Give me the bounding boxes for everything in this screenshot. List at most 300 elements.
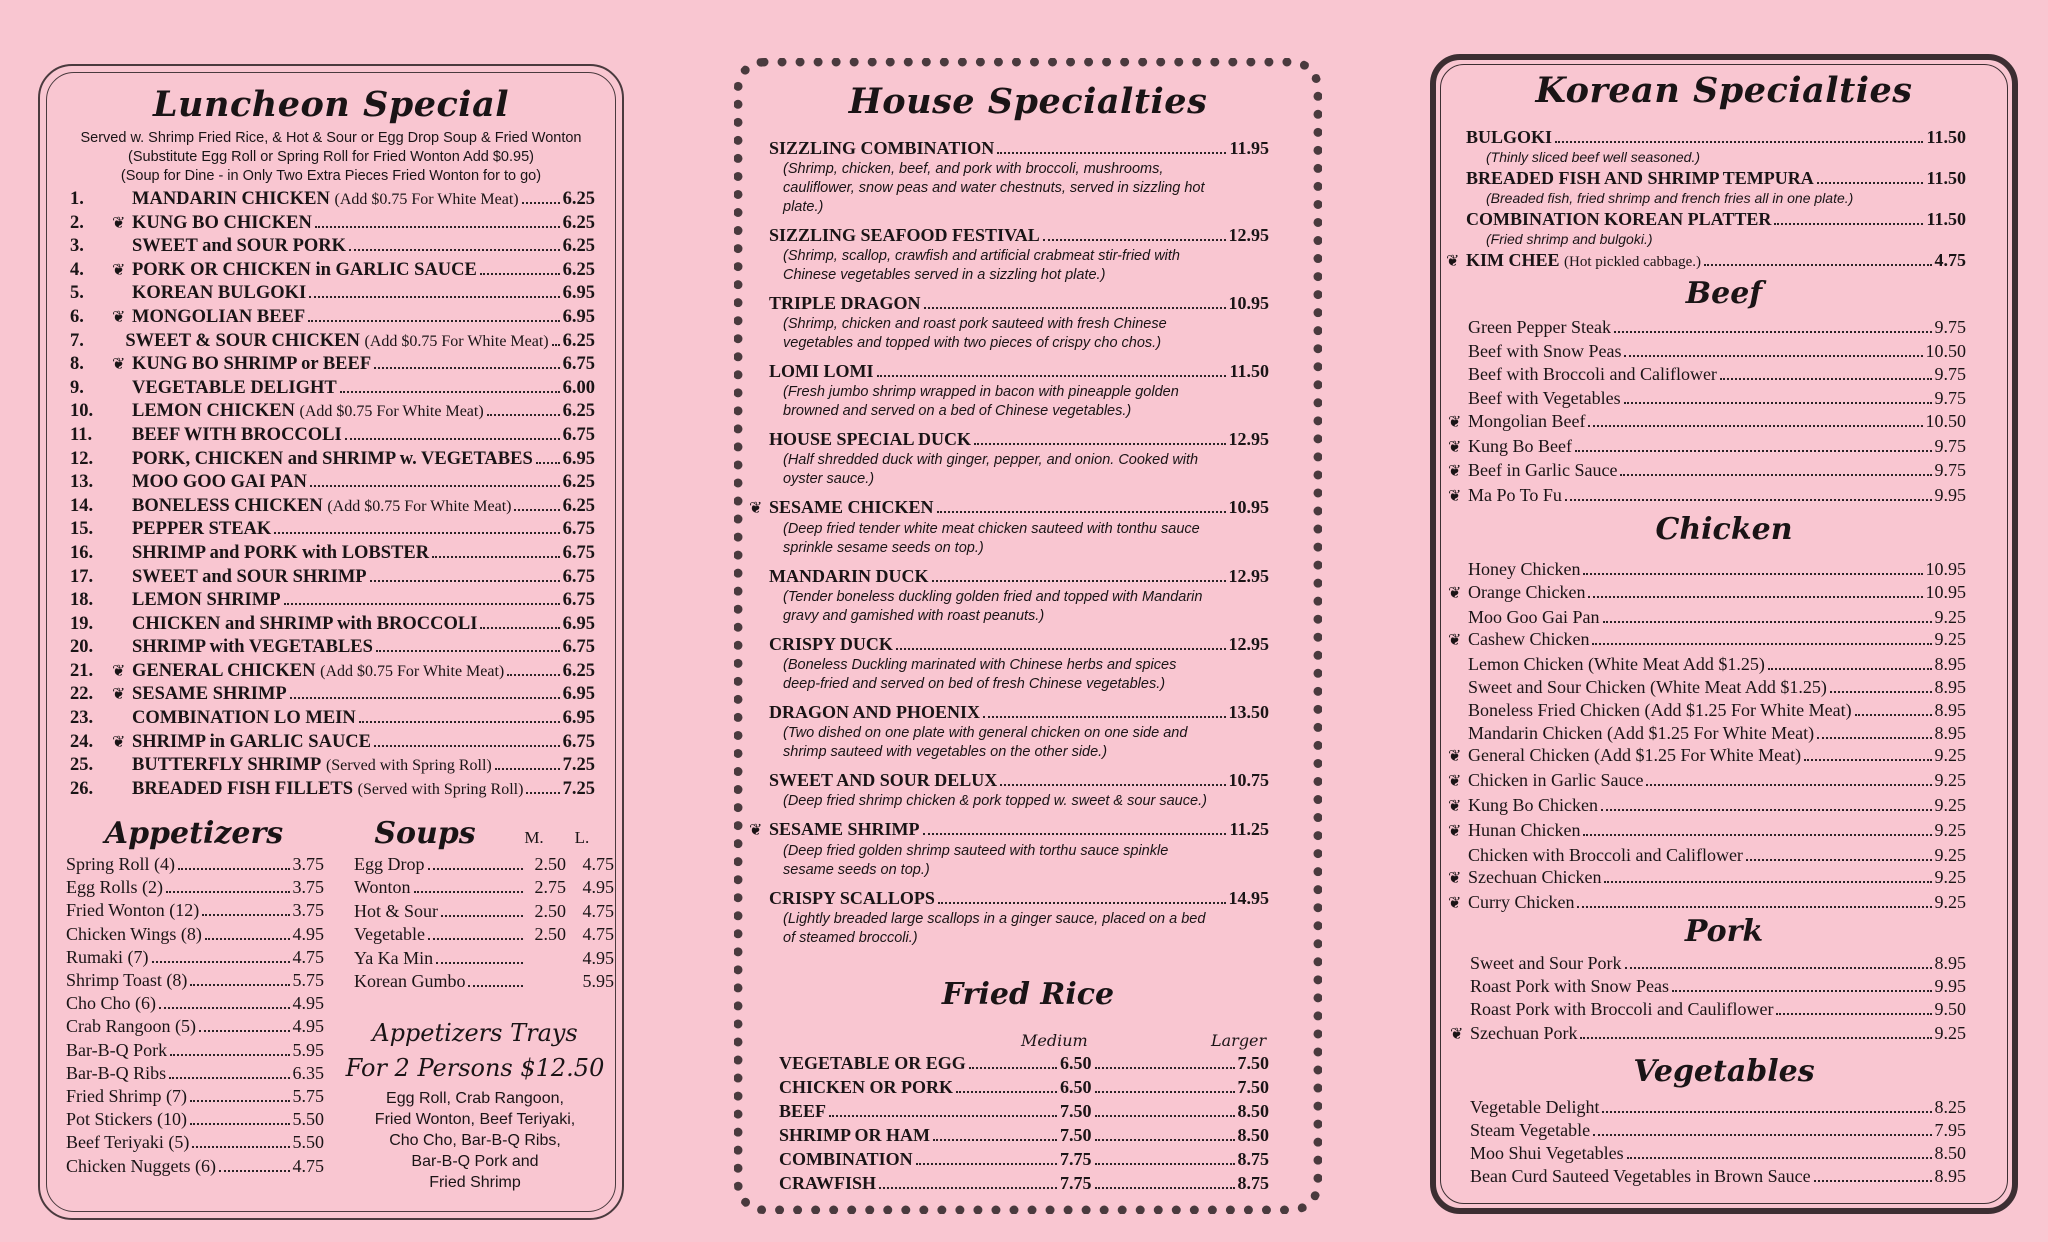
- item-description: (Boneless Duckling marinated with Chinese herbs and spices deep-fried and served on bed of fresh Chinese vegetables.): [783, 657, 1177, 692]
- leader-dots: [178, 868, 289, 870]
- leader-dots: [190, 984, 289, 986]
- leader-dots: [1095, 1067, 1235, 1069]
- item-price: 4.75: [292, 1155, 324, 1176]
- item-name: Shrimp Toast (8): [66, 970, 188, 991]
- luncheon-item: [70, 448, 595, 472]
- item-number: 11.: [70, 424, 93, 445]
- item-number: 13.: [70, 472, 94, 493]
- item-name: Beef with Broccoli and Califlower: [1468, 364, 1717, 384]
- house-item: [749, 818, 1269, 880]
- leader-dots: [514, 509, 559, 511]
- leader-dots: [1814, 1180, 1932, 1182]
- fried-rice-item: [779, 1099, 1269, 1123]
- house-item: [749, 496, 1269, 558]
- leader-dots: [480, 273, 560, 275]
- item-name: SWEET AND SOUR DELUX: [769, 770, 998, 790]
- beef-item: [1448, 316, 1966, 340]
- item-name: Boneless Fried Chicken (Add $1.25 For White Meat): [1468, 699, 1852, 720]
- item-price-larger: 7.50: [1237, 1053, 1269, 1073]
- luncheon-item: [70, 589, 595, 613]
- item-price: 3.75: [292, 900, 324, 921]
- leader-dots: [536, 462, 560, 464]
- item-name: MANDARIN CHICKEN: [132, 189, 330, 209]
- item-name: BUTTERFLY SHRIMP: [132, 755, 322, 776]
- leader-dots: [169, 1077, 289, 1079]
- leader-dots: [290, 697, 560, 699]
- leader-dots: [284, 603, 560, 605]
- leader-dots: [522, 202, 560, 204]
- fried-rice-col-larger: Larger: [1211, 1031, 1267, 1050]
- soup-item: [354, 923, 614, 946]
- luncheon-item: [70, 636, 595, 660]
- item-name: General Chicken (Add $1.25 For White Meat): [1468, 745, 1802, 766]
- luncheon-item: [70, 495, 595, 519]
- house-panel: [734, 58, 1322, 1214]
- item-price: 6.75: [562, 424, 595, 445]
- item-price: 10.50: [1925, 340, 1966, 361]
- item-price: 8.95: [1934, 722, 1966, 743]
- vegetable-item: [1450, 1165, 1966, 1188]
- appetizer-item: [66, 1155, 324, 1178]
- item-name: Green Pepper Steak: [1468, 317, 1611, 337]
- soups-list: [340, 853, 614, 993]
- item-price: 9.95: [1934, 484, 1966, 505]
- item-name: BREADED FISH AND SHRIMP TEMPURA: [1466, 168, 1814, 188]
- appetizer-item: [66, 1039, 324, 1062]
- leader-dots: [829, 1115, 1057, 1117]
- leader-dots: [170, 1054, 289, 1056]
- item-price-medium: 7.75: [1060, 1173, 1092, 1193]
- vegetables-list: [1450, 1096, 1966, 1188]
- pork-item: [1450, 1022, 1966, 1046]
- item-name: CHICKEN OR PORK: [779, 1077, 954, 1097]
- item-price: 6.25: [562, 660, 595, 681]
- trays-section: [340, 1016, 610, 1193]
- leader-dots: [428, 868, 524, 870]
- leader-dots: [1817, 182, 1924, 184]
- leader-dots: [933, 1139, 1057, 1141]
- luncheon-item: [70, 471, 595, 495]
- item-name: Mongolian Beef: [1468, 411, 1586, 431]
- item-number: 1.: [70, 189, 84, 209]
- leader-dots: [374, 367, 559, 369]
- item-description: (Fried shrimp and bulgoki.): [1486, 231, 1653, 247]
- item-name: Ya Ka Min: [354, 947, 434, 968]
- pork-list: [1450, 952, 1966, 1046]
- item-name: Moo Shui Vegetables: [1470, 1143, 1624, 1163]
- item-name: Szechuan Pork: [1470, 1022, 1578, 1043]
- leader-dots: [1593, 1134, 1931, 1136]
- luncheon-note-1: Served w. Shrimp Fried Rice, & Hot & Sour or Egg Drop Soup & Fried Wonton: [80, 130, 582, 146]
- item-number: 22.: [70, 684, 94, 705]
- spicy-marker-icon: ❦: [112, 733, 126, 751]
- item-name: PEPPER STEAK: [132, 519, 272, 540]
- leader-dots: [414, 891, 523, 893]
- soup-item: [354, 970, 614, 993]
- item-price: 6.95: [562, 684, 595, 705]
- leader-dots: [997, 152, 1226, 154]
- leader-dots: [1804, 759, 1931, 761]
- leader-dots: [1095, 1091, 1235, 1093]
- item-name: SIZZLING COMBINATION: [769, 138, 995, 158]
- pork-item: [1450, 998, 1966, 1021]
- item-price: 5.50: [292, 1109, 324, 1130]
- item-price: 6.95: [562, 448, 595, 469]
- item-price: 6.75: [562, 354, 595, 375]
- leader-dots: [1604, 881, 1931, 883]
- item-description: (Thinly sliced beef well seasoned.): [1486, 149, 1700, 165]
- item-number: 3.: [70, 236, 84, 257]
- house-item: [749, 137, 1269, 217]
- item-price: 6.25: [562, 236, 595, 257]
- item-number: 20.: [70, 637, 94, 658]
- chicken-item: [1448, 769, 1966, 794]
- leader-dots: [274, 532, 559, 534]
- chicken-item: [1448, 606, 1966, 629]
- item-name: SHRIMP and PORK with LOBSTER: [132, 542, 430, 563]
- item-note: (Add $0.75 For White Meat): [364, 332, 549, 350]
- item-name: Chicken with Broccoli and Califlower: [1468, 844, 1743, 865]
- trays-subtitle: For 2 Persons $12.50: [345, 1054, 605, 1082]
- leader-dots: [315, 226, 560, 228]
- item-name: Beef with Snow Peas: [1468, 340, 1622, 361]
- item-name: Fried Shrimp (7): [66, 1086, 187, 1107]
- luncheon-item: [70, 754, 595, 778]
- item-price: 12.95: [1228, 634, 1269, 654]
- leader-dots: [1624, 355, 1922, 357]
- korean-item: [1446, 208, 1966, 249]
- house-item: [749, 292, 1269, 353]
- item-price-larger: 8.75: [1237, 1173, 1269, 1193]
- item-price: 4.95: [292, 923, 324, 944]
- item-name: BULGOKI: [1466, 127, 1553, 147]
- item-number: 26.: [70, 778, 94, 799]
- soups-section: [340, 816, 614, 993]
- spicy-marker-icon: ❦: [112, 686, 126, 704]
- item-name: Sweet and Sour Chicken (White Meat Add $1.25): [1468, 676, 1827, 697]
- item-price: 10.95: [1925, 559, 1966, 579]
- leader-dots: [1095, 1163, 1235, 1165]
- item-price: 6.25: [562, 472, 595, 493]
- spicy-marker-icon: ❦: [112, 214, 126, 232]
- leader-dots: [495, 768, 560, 770]
- appetizer-item: [66, 992, 324, 1015]
- item-number: 14.: [70, 495, 94, 516]
- leader-dots: [1602, 1111, 1931, 1113]
- item-price: 6.75: [562, 637, 595, 658]
- appetizer-item: [66, 969, 324, 992]
- leader-dots: [487, 414, 560, 416]
- leader-dots: [436, 962, 523, 964]
- item-note: (Add $0.75 For White Meat): [320, 662, 505, 680]
- leader-dots: [1592, 643, 1931, 645]
- item-name: SHRIMP OR HAM: [779, 1125, 930, 1145]
- leader-dots: [345, 438, 560, 440]
- leader-dots: [1095, 1115, 1235, 1117]
- item-name: HOUSE SPECIAL DUCK: [769, 429, 972, 449]
- item-name: Cashew Chicken: [1468, 629, 1590, 650]
- luncheon-item: [70, 731, 595, 755]
- item-name: SHRIMP with VEGETABLES: [132, 637, 373, 658]
- item-price: 5.50: [292, 1132, 324, 1153]
- spicy-marker-icon: ❦: [1448, 584, 1462, 602]
- item-price-large: 5.95: [582, 971, 614, 992]
- leader-dots: [937, 511, 1226, 513]
- item-name: Rumaki (7): [66, 946, 149, 967]
- leader-dots: [159, 1007, 290, 1009]
- item-price: 8.50: [1934, 1143, 1966, 1163]
- leader-dots: [428, 938, 523, 940]
- item-name: Hunan Chicken: [1468, 819, 1581, 840]
- soups-col-l: L.: [574, 828, 590, 847]
- item-name: SWEET and SOUR PORK: [132, 236, 347, 257]
- item-name: SWEET & SOUR CHICKEN: [125, 330, 360, 351]
- item-name: MOO GOO GAI PAN: [132, 472, 307, 493]
- leader-dots: [1588, 425, 1922, 427]
- spicy-marker-icon: ❦: [1450, 1025, 1464, 1043]
- appetizers-section: [54, 816, 334, 1178]
- spicy-marker-icon: ❦: [1446, 253, 1460, 270]
- item-price: 6.75: [562, 590, 595, 611]
- leader-dots: [938, 902, 1226, 904]
- appetizer-item: [66, 1015, 324, 1038]
- item-name: Orange Chicken: [1468, 581, 1586, 602]
- soup-item: [354, 876, 614, 899]
- item-name: Ma Po To Fu: [1468, 484, 1562, 505]
- vegetables-title: Vegetables: [1633, 1054, 1815, 1089]
- beef-item: [1448, 340, 1966, 364]
- leader-dots: [932, 580, 1226, 582]
- luncheon-header: [40, 84, 622, 186]
- item-price: 4.95: [292, 1016, 324, 1037]
- item-price-medium: 7.50: [1060, 1101, 1092, 1121]
- fried-rice-item: [779, 1123, 1269, 1147]
- leader-dots: [1774, 223, 1923, 225]
- item-name: SESAME SHRIMP: [769, 819, 920, 839]
- korean-list: [1446, 126, 1966, 273]
- beef-item: [1448, 410, 1966, 435]
- korean-panel: [1430, 54, 2018, 1214]
- leader-dots: [1555, 141, 1923, 143]
- item-name: CRISPY DUCK: [769, 634, 893, 654]
- item-name: Egg Drop: [354, 854, 425, 874]
- item-name: Spring Roll (4): [66, 854, 176, 874]
- leader-dots: [879, 1187, 1057, 1189]
- spicy-marker-icon: ❦: [1448, 773, 1462, 791]
- vegetable-item: [1450, 1142, 1966, 1165]
- item-name: Crab Rangoon (5): [66, 1016, 196, 1037]
- luncheon-item: [70, 518, 595, 542]
- leader-dots: [1575, 450, 1932, 452]
- item-name: CRAWFISH: [779, 1173, 877, 1193]
- item-price: 8.95: [1934, 699, 1966, 720]
- item-number: 19.: [70, 613, 94, 634]
- item-name: Curry Chicken: [1468, 892, 1575, 913]
- korean-title: Korean Specialties: [1535, 70, 1913, 111]
- item-name: Chicken Nuggets (6): [66, 1155, 216, 1176]
- item-name: Steam Vegetable: [1470, 1120, 1591, 1140]
- item-price: 4.75: [292, 946, 324, 967]
- leader-dots: [192, 1146, 289, 1148]
- chicken-item: [1448, 676, 1966, 699]
- house-list: [749, 137, 1269, 955]
- item-note: (Served with Spring Roll): [325, 757, 492, 775]
- item-price: 11.50: [1926, 168, 1966, 188]
- luncheon-item: [70, 353, 595, 377]
- item-price: 13.50: [1228, 702, 1269, 722]
- item-name: VEGETABLE DELIGHT: [132, 377, 337, 398]
- item-number: 8.: [70, 354, 84, 375]
- item-name: Egg Rolls (2): [66, 877, 163, 898]
- spicy-marker-icon: ❦: [1448, 822, 1462, 840]
- leader-dots: [359, 721, 560, 723]
- item-price: 9.95: [1934, 976, 1966, 997]
- item-name: VEGETABLE OR EGG: [779, 1053, 966, 1073]
- chicken-item: [1448, 794, 1966, 819]
- korean-item: [1446, 167, 1966, 208]
- house-item: [749, 633, 1269, 694]
- leader-dots: [199, 1030, 290, 1032]
- item-price: 9.75: [1934, 460, 1966, 480]
- item-description: (Deep fried tender white meat chicken sauteed with tonthu sauce sprinkle sesame seeds on top.): [783, 521, 1200, 556]
- item-number: 5.: [70, 283, 84, 304]
- item-price: 9.75: [1934, 317, 1966, 337]
- item-price: 6.95: [562, 708, 595, 729]
- leader-dots: [202, 914, 289, 916]
- item-price-large: 4.75: [582, 854, 614, 874]
- leader-dots: [374, 745, 560, 747]
- item-price: 6.00: [562, 377, 595, 398]
- pork-item: [1450, 975, 1966, 998]
- luncheon-panel: [38, 64, 624, 1220]
- item-price: 9.25: [1934, 844, 1966, 865]
- house-item: [749, 360, 1269, 421]
- beef-title: Beef: [1685, 276, 1763, 311]
- item-price: 8.95: [1934, 1166, 1966, 1186]
- leader-dots: [1768, 668, 1932, 670]
- beef-list: [1448, 316, 1966, 508]
- trays-line-3: Cho Cho, Bar-B-Q Ribs,: [389, 1132, 561, 1149]
- item-price: 9.75: [1934, 387, 1966, 408]
- chicken-item: [1448, 628, 1966, 653]
- item-price-medium: 2.50: [534, 854, 566, 874]
- item-price: 10.95: [1925, 581, 1966, 602]
- spicy-marker-icon: ❦: [1448, 463, 1462, 480]
- leader-dots: [1627, 1157, 1932, 1159]
- item-price-medium: 7.75: [1060, 1149, 1092, 1169]
- item-price: 9.25: [1934, 794, 1966, 815]
- chicken-title: Chicken: [1655, 512, 1793, 547]
- item-name: Korean Gumbo: [354, 971, 466, 992]
- item-price-medium: 2.50: [534, 900, 566, 921]
- item-name: Szechuan Chicken: [1468, 867, 1602, 888]
- leader-dots: [924, 307, 1226, 309]
- house-item: [749, 224, 1269, 285]
- item-price-larger: 7.50: [1237, 1077, 1269, 1097]
- trays-line-4: Bar-B-Q Pork and: [411, 1153, 539, 1170]
- house-item: [749, 887, 1269, 948]
- leader-dots: [1043, 239, 1226, 241]
- item-name: Vegetable: [354, 924, 425, 945]
- item-note: (Add $0.75 For White Meat): [327, 497, 512, 515]
- fried-rice-col-medium: Medium: [1021, 1031, 1088, 1050]
- chicken-item: [1448, 819, 1966, 844]
- spicy-marker-icon: ❦: [1448, 748, 1462, 766]
- item-name: SWEET and SOUR SHRIMP: [132, 566, 367, 587]
- item-price: 6.95: [562, 306, 595, 327]
- leader-dots: [468, 985, 523, 987]
- item-price: 6.25: [562, 401, 595, 422]
- item-price: 6.25: [562, 330, 595, 351]
- item-note: (Add $0.75 For White Meat): [334, 191, 519, 208]
- spicy-marker-icon: ❦: [1448, 895, 1462, 913]
- item-name: SHRIMP in GARLIC SAUCE: [132, 731, 372, 752]
- item-name: Mandarin Chicken (Add $1.25 For White Meat): [1468, 722, 1815, 743]
- item-name: Lemon Chicken (White Meat Add $1.25): [1468, 654, 1765, 675]
- item-price: 6.25: [562, 212, 595, 233]
- leader-dots: [441, 915, 523, 917]
- item-name: PORK OR CHICKEN in GARLIC SAUCE: [132, 259, 477, 280]
- leader-dots: [552, 344, 560, 346]
- item-name: Pot Stickers (10): [66, 1109, 187, 1130]
- item-name: Bar-B-Q Pork: [66, 1039, 168, 1060]
- item-price-large: 4.95: [582, 947, 614, 968]
- luncheon-item: [70, 235, 595, 259]
- item-price: 7.25: [562, 755, 595, 776]
- item-price: 9.25: [1934, 867, 1966, 888]
- trays-title: Appetizers Trays: [372, 1019, 578, 1047]
- house-item: [749, 701, 1269, 762]
- beef-item: [1448, 363, 1966, 387]
- item-name: SESAME CHICKEN: [769, 497, 934, 517]
- item-name: Roast Pork with Broccoli and Cauliflower: [1470, 999, 1774, 1020]
- chicken-item: [1448, 866, 1966, 891]
- item-price: 8.25: [1934, 1097, 1966, 1117]
- item-name: Roast Pork with Snow Peas: [1470, 976, 1670, 997]
- leader-dots: [1588, 596, 1922, 598]
- item-number: 17.: [70, 566, 94, 587]
- luncheon-item: [70, 707, 595, 731]
- item-price: 9.50: [1934, 999, 1966, 1020]
- item-price: 10.50: [1925, 411, 1966, 431]
- item-name: Moo Goo Gai Pan: [1468, 606, 1600, 627]
- soup-item: [354, 947, 614, 970]
- beef-item: [1448, 459, 1966, 484]
- item-note: (Add $0.75 For White Meat): [299, 403, 484, 421]
- item-price: 11.25: [1229, 819, 1269, 839]
- item-number: 23.: [70, 708, 94, 729]
- item-name: BEEF WITH BROCCOLI: [132, 424, 342, 445]
- item-name: TRIPLE DRAGON: [769, 293, 921, 313]
- leader-dots: [166, 891, 290, 893]
- luncheon-note-3: (Soup for Dine - in Only Two Extra Pieces Fried Wonton for to go): [120, 168, 542, 184]
- item-price: 9.75: [1934, 435, 1966, 456]
- appetizer-item: [66, 946, 324, 969]
- soup-item: [354, 900, 614, 923]
- luncheon-item: [70, 683, 595, 707]
- item-name: KUNG BO SHRIMP or BEEF: [132, 354, 372, 375]
- item-number: 16.: [70, 542, 94, 563]
- leader-dots: [974, 443, 1225, 445]
- item-price: 5.75: [292, 970, 324, 991]
- item-name: Chicken in Garlic Sauce: [1468, 770, 1644, 791]
- leader-dots: [1625, 967, 1932, 969]
- item-price: 11.50: [1229, 361, 1269, 381]
- leader-dots: [526, 792, 559, 794]
- leader-dots: [1583, 834, 1931, 836]
- item-price: 6.25: [562, 189, 595, 209]
- item-price: 12.95: [1228, 225, 1269, 245]
